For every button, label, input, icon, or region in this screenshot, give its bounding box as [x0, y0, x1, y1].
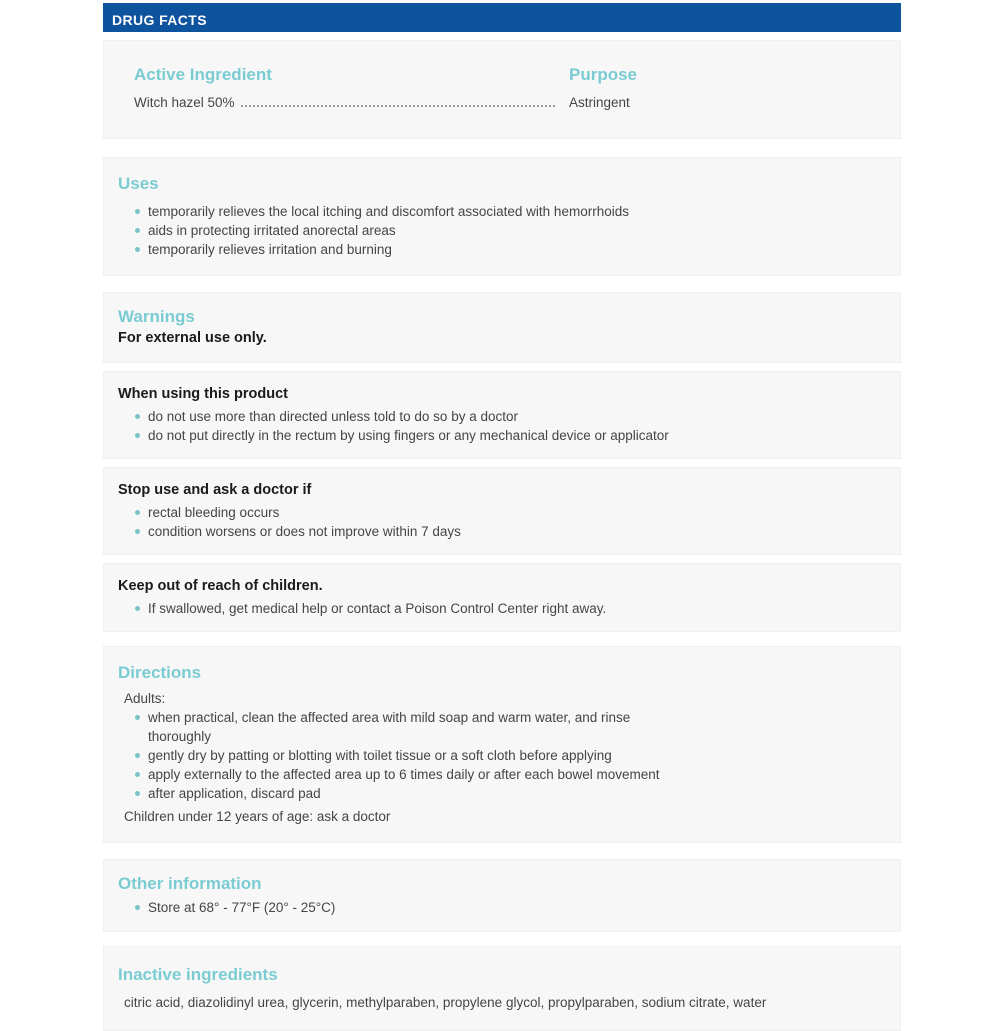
list-item: gently dry by patting or blotting with toilet tissue or a soft cloth before applying	[135, 746, 886, 765]
purpose-heading: Purpose	[569, 65, 638, 84]
uses-list	[118, 202, 886, 259]
active-ingredient-header-row	[134, 65, 870, 93]
stop-use-heading: Stop use and ask a doctor if	[118, 482, 312, 498]
ingredient-name: Witch hazel 50%	[134, 95, 235, 110]
inactive-ingredients-text: citric acid, diazolidinyl urea, glycerin, methylparaben, propylene glycol, propylparaben, sodium citrate, water	[124, 995, 767, 1010]
list-item: when practical, clean the affected area with mild soap and warm water, and rinse thoroughly	[135, 708, 655, 746]
dotted-leader	[241, 105, 555, 107]
section-active-ingredient	[103, 40, 901, 139]
directions-heading: Directions	[118, 663, 202, 682]
directions-intro: Adults:	[124, 691, 166, 706]
list-item: apply externally to the affected area up to 6 times daily or after each bowel movement	[135, 765, 886, 784]
list-item: temporarily relieves irritation and burning	[135, 240, 886, 259]
active-ingredient-row	[134, 93, 870, 112]
directions-children-note: Children under 12 years of age: ask a doctor	[124, 809, 391, 824]
section-warnings	[103, 292, 901, 363]
list-item: aids in protecting irritated anorectal areas	[135, 221, 886, 240]
list-item: do not use more than directed unless told to do so by a doctor	[135, 407, 886, 426]
section-uses	[103, 157, 901, 276]
external-use-statement: For external use only.	[118, 330, 267, 346]
list-item: do not put directly in the rectum by using fingers or any mechanical device or applicator	[135, 426, 886, 445]
keep-out-list	[118, 599, 886, 618]
section-other-information	[103, 859, 901, 932]
uses-heading: Uses	[118, 174, 159, 193]
stop-use-list	[118, 503, 886, 541]
ingredient-cell	[134, 93, 569, 112]
directions-list	[118, 708, 886, 803]
list-item: rectal bleeding occurs	[135, 503, 886, 522]
when-using-list	[118, 407, 886, 445]
active-ingredient-heading: Active Ingredient	[134, 65, 272, 84]
page-title: DRUG FACTS	[112, 12, 207, 28]
list-item: after application, discard pad	[135, 784, 886, 803]
drug-facts-title-bar	[103, 3, 901, 32]
purpose-value: Astringent	[569, 95, 630, 110]
section-keep-out-of-reach	[103, 563, 901, 632]
inactive-ingredients-heading: Inactive ingredients	[118, 965, 278, 984]
section-directions	[103, 646, 901, 843]
section-inactive-ingredients	[103, 946, 901, 1031]
list-item: temporarily relieves the local itching and discomfort associated with hemorrhoids	[135, 202, 886, 221]
other-information-heading: Other information	[118, 874, 262, 893]
keep-out-heading: Keep out of reach of children.	[118, 578, 323, 594]
warnings-heading: Warnings	[118, 307, 195, 326]
list-item: Store at 68° - 77°F (20° - 25°C)	[135, 898, 886, 917]
drug-facts-content	[103, 0, 901, 1031]
when-using-heading: When using this product	[118, 386, 288, 402]
list-item: If swallowed, get medical help or contact a Poison Control Center right away.	[135, 599, 886, 618]
section-stop-use	[103, 467, 901, 555]
other-information-list	[118, 898, 886, 917]
list-item: condition worsens or does not improve within 7 days	[135, 522, 886, 541]
section-when-using	[103, 371, 901, 459]
